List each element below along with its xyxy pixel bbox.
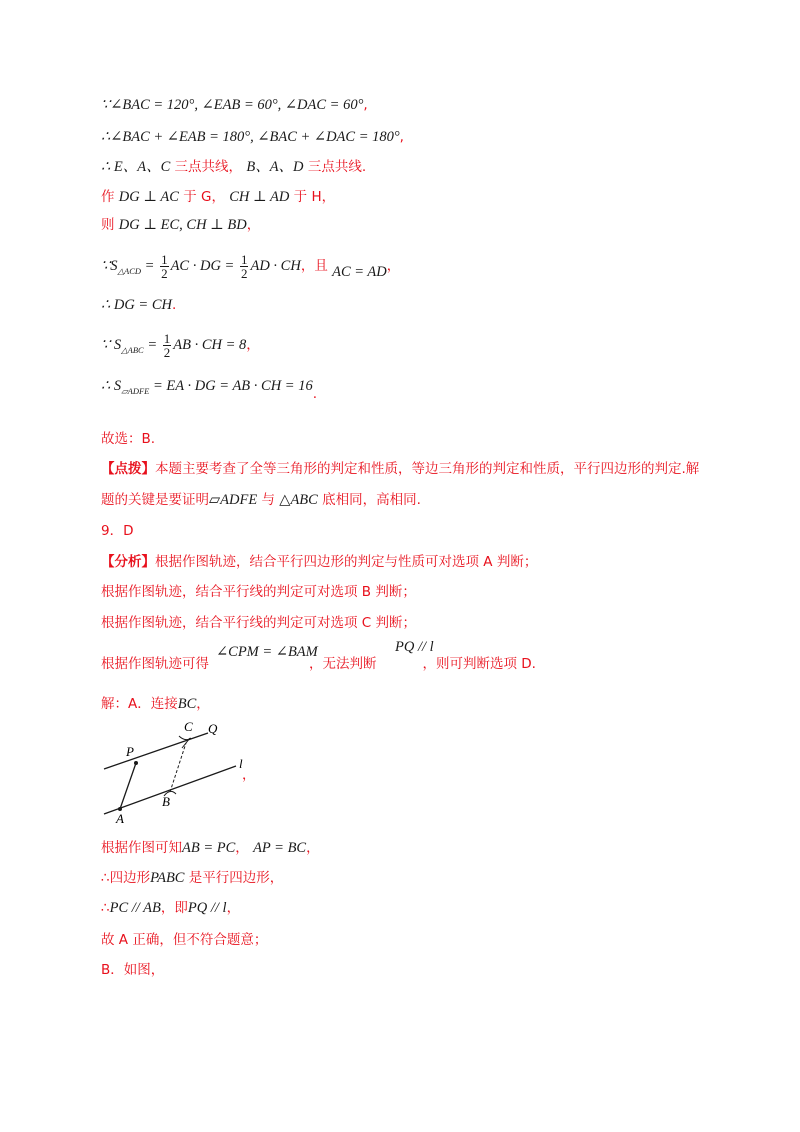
text: 与: [261, 492, 275, 508]
punct: ，: [235, 840, 249, 856]
punct: ，: [246, 337, 260, 353]
label-p: P: [126, 744, 134, 759]
expr: AC · DG =: [170, 258, 238, 274]
text: 作: [101, 189, 115, 205]
line-l: [104, 766, 236, 814]
expr: = EA · DG = AB · CH = 16: [149, 378, 313, 394]
text: ，且: [300, 258, 328, 274]
text: 于 G，: [183, 189, 225, 205]
points-bad: B、A、D: [246, 159, 304, 175]
punct: ，: [306, 840, 320, 856]
punct: ,: [363, 97, 368, 113]
expr: AD · CH: [250, 258, 301, 274]
line-pq: [104, 733, 208, 769]
proof-line-5: [101, 215, 260, 235]
analysis-line-1: [101, 552, 537, 572]
area-symbol: ∵S: [101, 258, 118, 274]
expr: ∠CPM = ∠BAM: [216, 644, 318, 660]
angle-equation: ∵∠BAC = 120°, ∠EAB = 60°, ∠DAC = 60°: [101, 97, 364, 113]
question-9-answer: 9．D: [101, 523, 134, 539]
expr: ▱ADFE: [209, 492, 258, 508]
label-a: A: [116, 811, 124, 826]
expr: AB · CH = 8: [173, 337, 247, 353]
collinear-text: 三点共线，: [174, 159, 243, 175]
subscript: △ACD: [117, 266, 142, 276]
proof-line-4: [101, 187, 335, 207]
figure-comma: ，: [242, 767, 256, 783]
equals: =: [141, 258, 159, 274]
text: ，则可判断选项 D.: [422, 656, 536, 672]
numerator: 1: [161, 251, 168, 267]
solution-line-2: [101, 838, 320, 858]
points-eac: ∴ E、A、C: [101, 159, 171, 175]
expr: PQ // l: [395, 639, 434, 655]
numerator: 1: [163, 330, 171, 346]
expr: PABC: [150, 870, 185, 886]
solution-line-4: [101, 898, 240, 918]
punct: .: [171, 297, 177, 313]
proof-line-2: [101, 127, 404, 147]
expr: AP = BC: [253, 840, 307, 856]
subscript: ▱ADFE: [121, 386, 150, 396]
tip-label: 【点拨】: [101, 461, 155, 477]
punct: ,: [399, 129, 404, 145]
text: ∴: [101, 900, 110, 916]
proof-line-3: [101, 157, 366, 177]
text: ∴四边形: [101, 870, 151, 886]
tip-line-2: [101, 490, 421, 510]
equals: =: [143, 337, 161, 353]
fraction-half: [163, 332, 172, 359]
analysis-line-4: [101, 654, 536, 674]
text: 是平行四边形，: [188, 870, 284, 886]
solution-line-6: B．如图，: [101, 962, 165, 978]
text: 则: [101, 217, 115, 233]
analysis-text: 根据作图轨迹，结合平行四边形的判定与性质可对选项 A 判断；: [155, 554, 538, 570]
denominator: 2: [161, 265, 168, 281]
text: 根据作图轨迹可得: [101, 656, 209, 672]
punct: ，: [226, 900, 241, 916]
punct: ，: [386, 258, 401, 274]
punct: ，: [196, 696, 210, 712]
area-symbol: ∵ S: [101, 337, 122, 353]
text: 根据作图可知: [101, 840, 182, 856]
analysis-line-3: 根据作图轨迹，结合平行线的判定可对选项 C 判断；: [101, 615, 417, 631]
label-c: C: [184, 719, 193, 734]
punct: .: [312, 386, 318, 402]
text: 于 H，: [293, 189, 336, 205]
solution-line-5: 故 A 正确，但不符合题意；: [101, 932, 268, 948]
proof-line-1: [101, 95, 368, 115]
label-q: Q: [208, 721, 218, 736]
text: ，无法判断: [309, 656, 377, 672]
angle-sum-equation: ∴∠BAC + ∠EAB = 180°, ∠BAC + ∠DAC = 180°: [101, 129, 400, 145]
numerator: 1: [240, 251, 248, 267]
text: 底相同，高相同.: [322, 492, 421, 508]
proof-line-6: [101, 251, 400, 282]
analysis-label: 【分析】: [101, 554, 155, 570]
punct: ，: [246, 217, 261, 233]
perp-ch-ad: CH ⊥ AD: [229, 189, 290, 205]
expr: AB = PC: [182, 840, 236, 856]
fraction-half: [240, 253, 249, 280]
expr: △ABC: [279, 492, 318, 508]
perp-dg-ac: DG ⊥ AC: [118, 189, 179, 205]
text: 解：A．连接: [101, 696, 178, 712]
area-symbol: ∴ S: [101, 378, 122, 394]
denominator: 2: [240, 265, 248, 281]
subscript: △ABC: [121, 345, 144, 355]
proof-line-9: [101, 376, 318, 402]
analysis-line-2: 根据作图轨迹，结合平行线的判定可对选项 B 判断；: [101, 584, 416, 600]
answer-line: 故选：B.: [101, 431, 156, 447]
expr: ∴ DG = CH: [101, 297, 172, 313]
point-p: [134, 761, 138, 765]
expr: PC // AB: [109, 900, 161, 916]
proof-line-7: [101, 295, 176, 315]
expr: BC: [177, 696, 197, 712]
collinear-text: 三点共线.: [307, 159, 367, 175]
perp-relations: DG ⊥ EC, CH ⊥ BD: [118, 217, 247, 233]
label-b: B: [162, 794, 170, 809]
denominator: 2: [163, 344, 171, 360]
text: 题的关键是要证明: [101, 492, 209, 508]
proof-line-8: [101, 330, 260, 361]
text: ，即: [160, 900, 188, 916]
expr: AC = AD: [332, 264, 387, 280]
fraction-half: [160, 253, 169, 280]
expr: PQ // l: [187, 900, 227, 916]
solution-line-1: [101, 694, 210, 714]
solution-line-3: [101, 868, 283, 888]
label-l: l: [239, 756, 243, 771]
tip-line-1: [101, 459, 699, 479]
tip-text: 本题主要考查了全等三角形的判定和性质，等边三角形的判定和性质，平行四边形的判定.解: [155, 461, 700, 477]
segment-ap: [120, 763, 136, 809]
